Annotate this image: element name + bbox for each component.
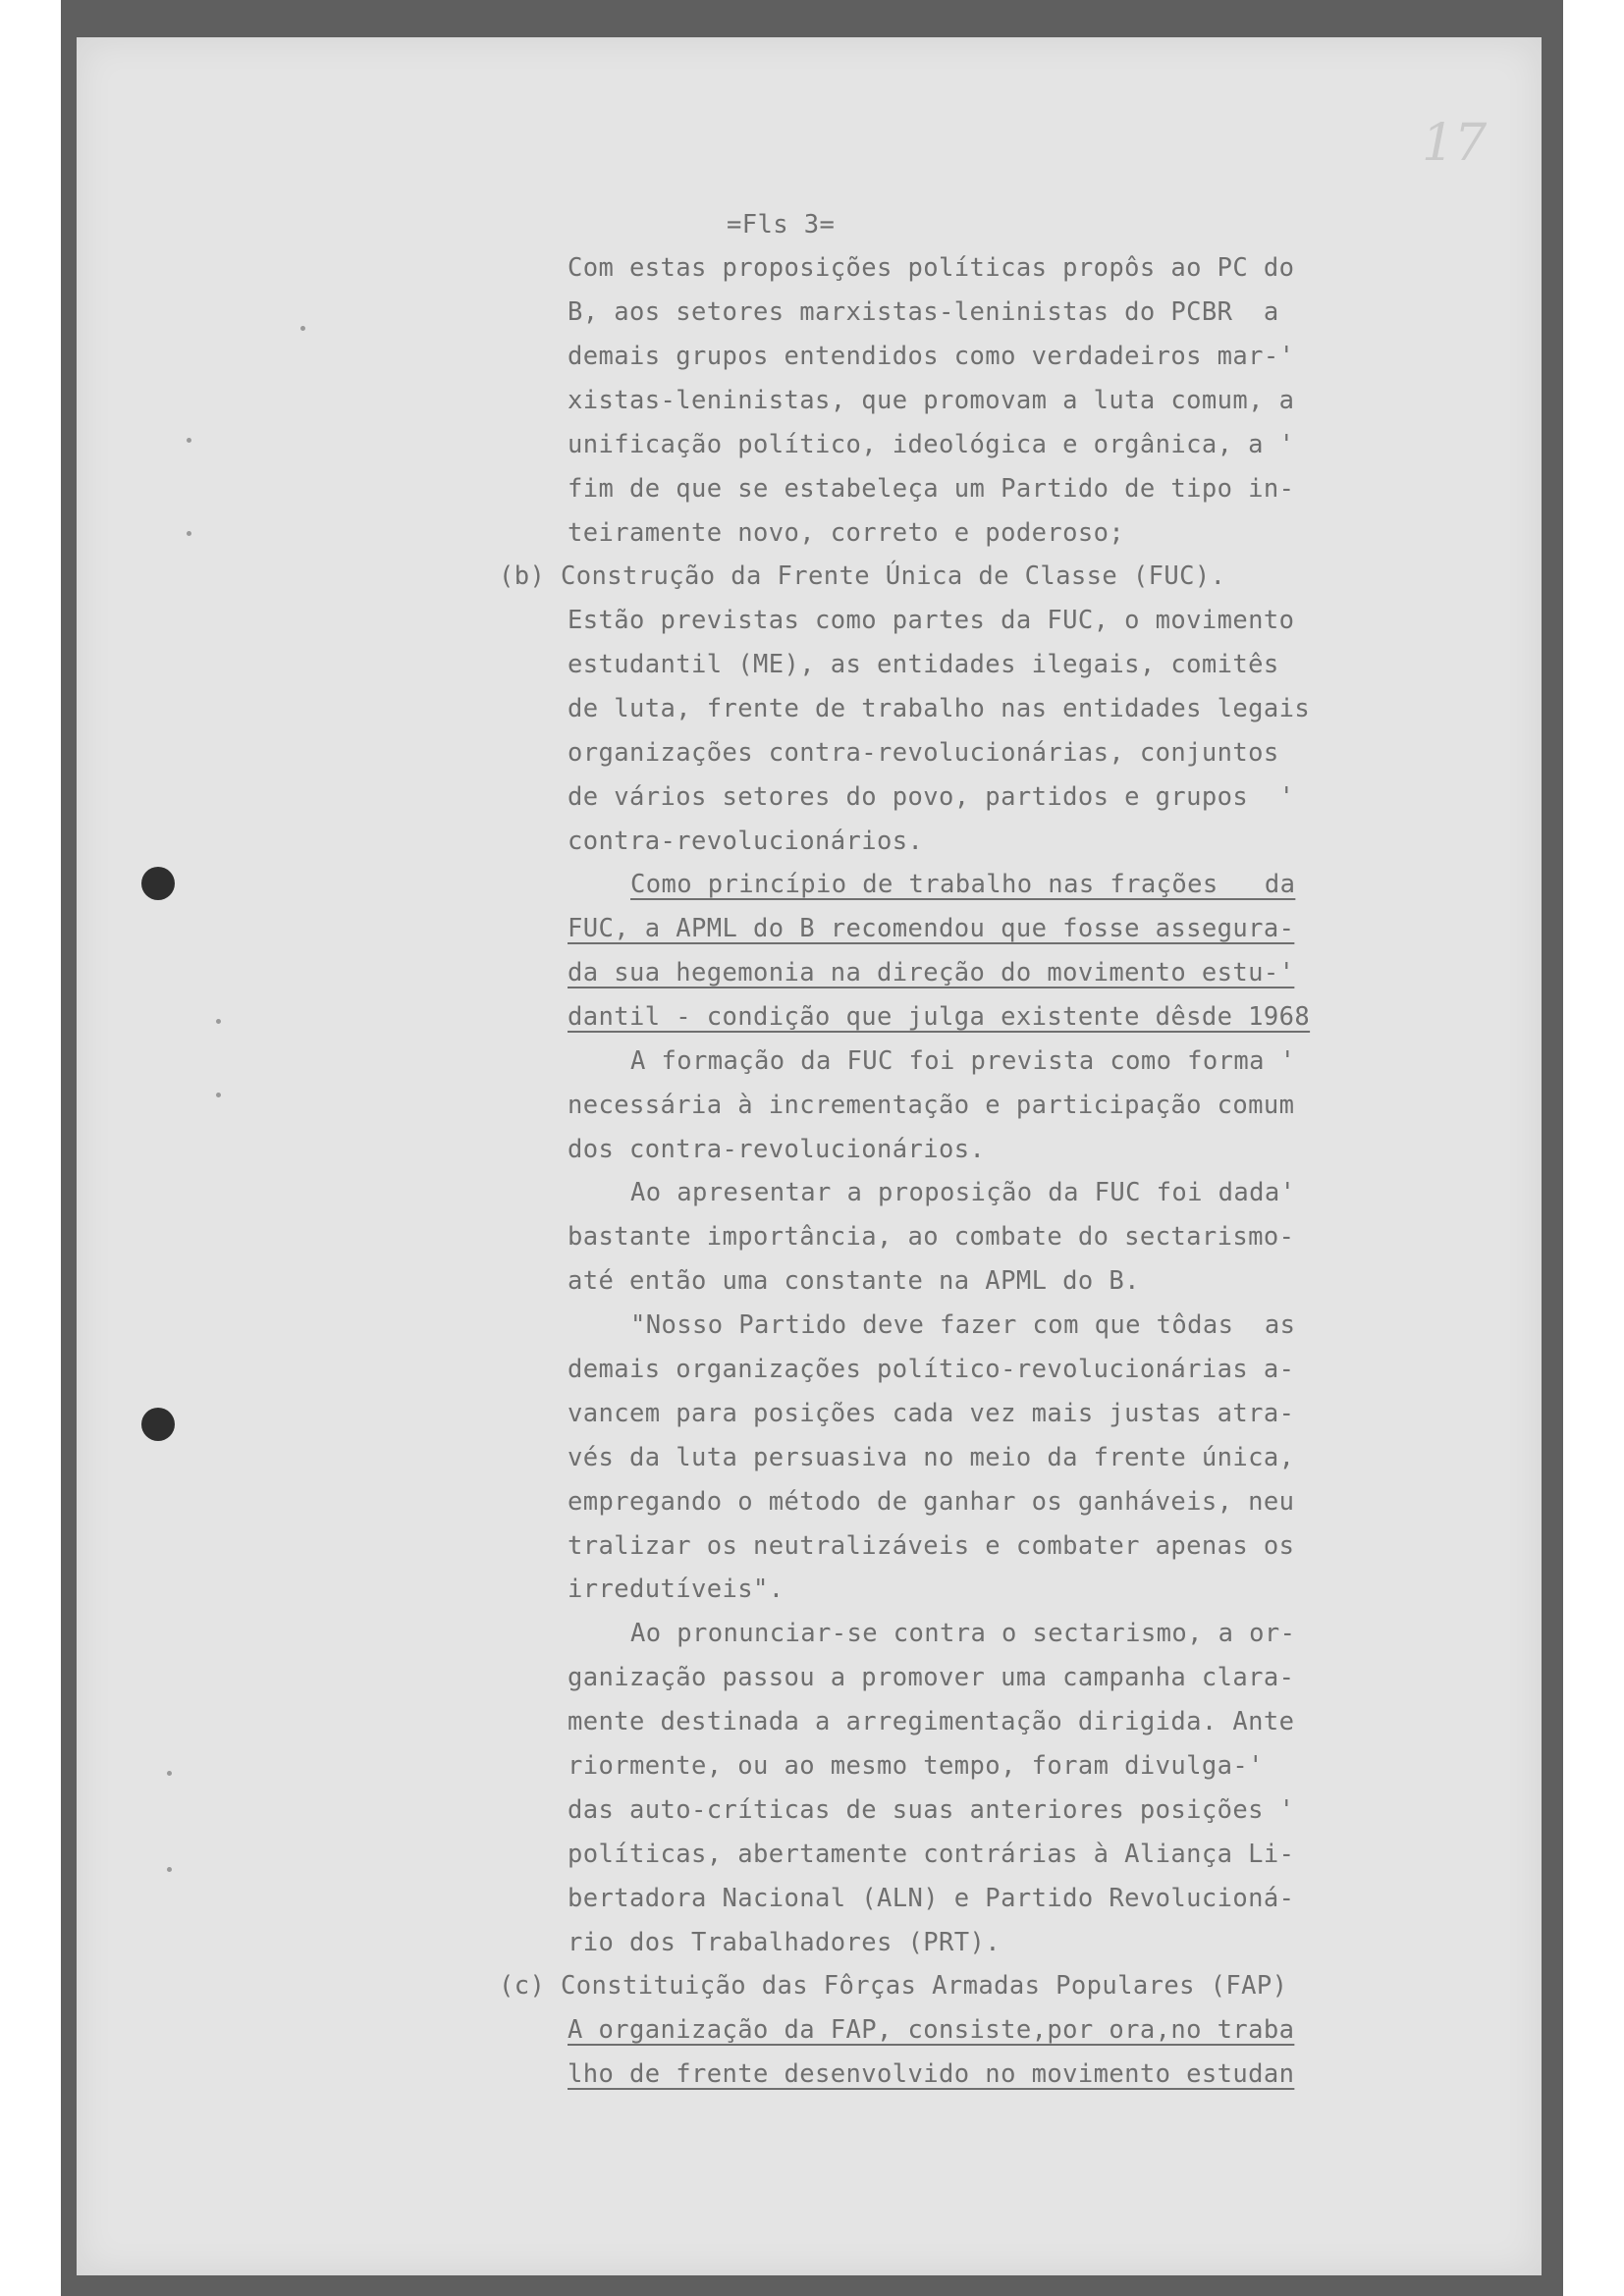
text-line: bertadora Nacional (ALN) e Partido Revolucioná- — [568, 1884, 1295, 1913]
quote-line: vés da luta persuasiva no meio da frente única, — [568, 1443, 1295, 1472]
speck — [300, 326, 305, 331]
speck — [187, 531, 191, 536]
text-line: Ao apresentar a proposição da FUC foi dada' — [630, 1178, 1296, 1207]
text-line: ganização passou a promover uma campanha clara- — [568, 1663, 1295, 1692]
section-b-heading: (b) Construção da Frente Única de Classe (FUC). — [499, 561, 1226, 591]
text-line: A formação da FUC foi prevista como forma ' — [630, 1046, 1296, 1076]
quote-line: empregando o método de ganhar os ganháveis, neu — [568, 1487, 1295, 1517]
speck — [167, 1771, 172, 1776]
text-line: xistas-leninistas, que promovam a luta comum, a — [568, 386, 1295, 415]
speck — [167, 1867, 172, 1872]
punch-hole-top — [141, 867, 175, 900]
text-line: fim de que se estabeleça um Partido de tipo in- — [568, 474, 1295, 504]
text-line: políticas, abertamente contrárias à Aliança Li- — [568, 1840, 1295, 1869]
text-line: demais grupos entendidos como verdadeiros mar-' — [568, 342, 1295, 371]
text-line: de luta, frente de trabalho nas entidades legais — [568, 694, 1311, 723]
text-line: contra-revolucionários. — [568, 827, 924, 856]
text-line: unificação político, ideológica e orgânica, a ' — [568, 430, 1295, 459]
underlined-line: lho de frente desenvolvido no movimento estudan — [568, 2059, 1295, 2089]
punch-hole-bottom — [141, 1408, 175, 1441]
section-c-heading: (c) Constituição das Fôrças Armadas Populares (FAP) — [499, 1971, 1288, 2001]
speck — [187, 438, 191, 443]
text-line: das auto-críticas de suas anteriores posições ' — [568, 1795, 1295, 1825]
quote-line: vancem para posições cada vez mais justas atra- — [568, 1399, 1295, 1428]
text-line: de vários setores do povo, partidos e grupos ' — [568, 782, 1295, 812]
text-line: dos contra-revolucionários. — [568, 1135, 986, 1164]
quote-line: "Nosso Partido deve fazer com que tôdas as — [630, 1310, 1296, 1340]
quote-line: irredutíveis". — [568, 1575, 785, 1604]
text-line: até então uma constante na APML do B. — [568, 1266, 1140, 1296]
text-line: estudantil (ME), as entidades ilegais, comitês — [568, 650, 1279, 679]
text-line: Ao pronunciar-se contra o sectarismo, a or- — [630, 1619, 1296, 1648]
speck — [216, 1019, 221, 1024]
quote-line: tralizar os neutralizáveis e combater apenas os — [568, 1531, 1295, 1561]
underlined-line: FUC, a APML do B recomendou que fosse assegura- — [568, 914, 1295, 943]
speck — [216, 1093, 221, 1097]
text-line: rio dos Trabalhadores (PRT). — [568, 1928, 1001, 1957]
handwritten-page-number: 17 — [1422, 114, 1488, 173]
text-line: B, aos setores marxistas-leninistas do PCBR a — [568, 297, 1279, 327]
quote-line: demais organizações político-revolucionárias a- — [568, 1355, 1295, 1384]
underlined-line: dantil - condição que julga existente dêsde 1968 — [568, 1002, 1311, 1032]
text-line: Com estas proposições políticas propôs ao PC do — [568, 253, 1295, 283]
text-line: riormente, ou ao mesmo tempo, foram divulga-' — [568, 1751, 1264, 1781]
text-line: necessária à incrementação e participação comum — [568, 1091, 1295, 1120]
underlined-line: A organização da FAP, consiste,por ora,no traba — [568, 2015, 1295, 2045]
text-line: Estão previstas como partes da FUC, o movimento — [568, 606, 1295, 635]
text-line: bastante importância, ao combate do sectarismo- — [568, 1222, 1295, 1252]
page-header: =Fls 3= — [727, 210, 836, 240]
text-line: mente destinada a arregimentação dirigida. Ante — [568, 1707, 1295, 1736]
underlined-line: Como princípio de trabalho nas frações da — [630, 870, 1296, 899]
text-line: teiramente novo, correto e poderoso; — [568, 518, 1125, 548]
text-line: organizações contra-revolucionárias, conjuntos — [568, 738, 1279, 768]
underlined-line: da sua hegemonia na direção do movimento estu-' — [568, 958, 1295, 988]
